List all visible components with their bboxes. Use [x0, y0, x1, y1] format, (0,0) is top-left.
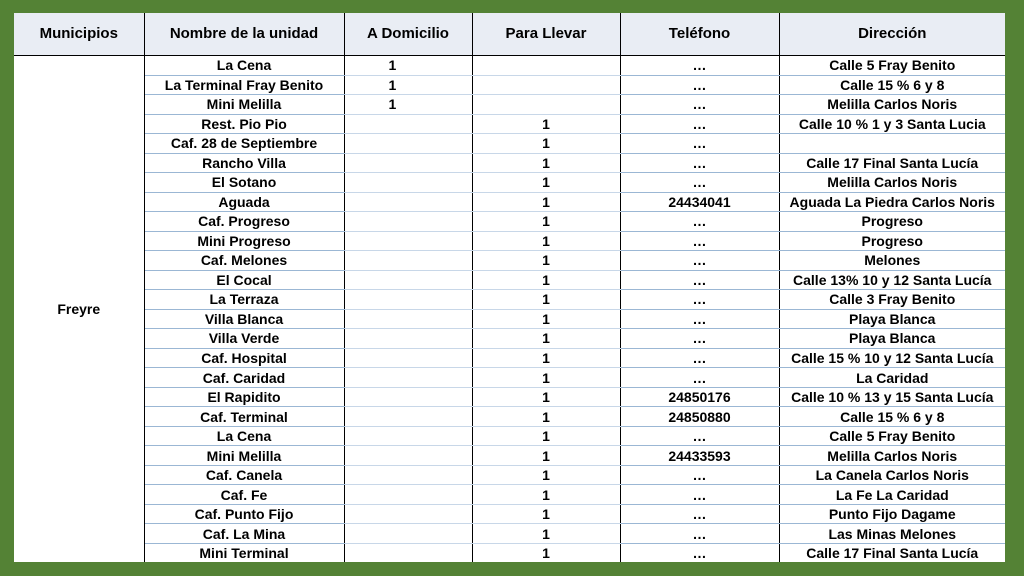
telefono-cell: …	[620, 134, 779, 154]
unit-name-cell: Caf. Canela	[144, 465, 344, 485]
a-domicilio-cell	[344, 348, 472, 368]
para-llevar-cell: 1	[472, 153, 620, 173]
unit-name-cell: El Cocal	[144, 270, 344, 290]
a-domicilio-cell	[344, 465, 472, 485]
para-llevar-cell: 1	[472, 368, 620, 388]
table-row	[14, 309, 1005, 329]
para-llevar-cell: 1	[472, 543, 620, 562]
telefono-cell: …	[620, 231, 779, 251]
table-row	[14, 524, 1005, 544]
para-llevar-cell: 1	[472, 348, 620, 368]
telefono-cell: …	[620, 368, 779, 388]
a-domicilio-cell	[344, 504, 472, 524]
telefono-cell: …	[620, 348, 779, 368]
telefono-cell: …	[620, 153, 779, 173]
telefono-cell: 24850176	[620, 387, 779, 407]
para-llevar-cell: 1	[472, 251, 620, 271]
telefono-cell: …	[620, 329, 779, 349]
unit-name-cell: Aguada	[144, 192, 344, 212]
para-llevar-cell: 1	[472, 446, 620, 466]
table-row	[14, 387, 1005, 407]
a-domicilio-cell: 1	[344, 95, 472, 115]
table-row	[14, 231, 1005, 251]
para-llevar-cell: 1	[472, 114, 620, 134]
direccion-cell: La Fe La Caridad	[779, 485, 1005, 505]
table-row	[14, 270, 1005, 290]
unit-name-cell: Caf. Caridad	[144, 368, 344, 388]
unit-name-cell: La Cena	[144, 426, 344, 446]
table-row	[14, 212, 1005, 232]
telefono-cell: …	[620, 543, 779, 562]
unit-name-cell: Caf. 28 de Septiembre	[144, 134, 344, 154]
unit-name-cell: Caf. La Mina	[144, 524, 344, 544]
unit-name-cell: Caf. Progreso	[144, 212, 344, 232]
table-row	[14, 192, 1005, 212]
table-row	[14, 251, 1005, 271]
table-row	[14, 368, 1005, 388]
unit-name-cell: Caf. Fe	[144, 485, 344, 505]
telefono-cell: …	[620, 56, 779, 76]
telefono-cell: …	[620, 114, 779, 134]
header-telefono: Teléfono	[620, 13, 779, 56]
unit-name-cell: Villa Blanca	[144, 309, 344, 329]
header-direccion: Dirección	[779, 13, 1005, 56]
para-llevar-cell	[472, 56, 620, 76]
para-llevar-cell: 1	[472, 231, 620, 251]
a-domicilio-cell	[344, 368, 472, 388]
a-domicilio-cell	[344, 407, 472, 427]
direccion-cell: Calle 5 Fray Benito	[779, 56, 1005, 76]
direccion-cell: La Caridad	[779, 368, 1005, 388]
direccion-cell: Playa Blanca	[779, 309, 1005, 329]
table-row	[14, 75, 1005, 95]
telefono-cell: …	[620, 524, 779, 544]
unit-name-cell: Caf. Hospital	[144, 348, 344, 368]
direccion-cell: Calle 15 % 6 y 8	[779, 407, 1005, 427]
a-domicilio-cell	[344, 290, 472, 310]
para-llevar-cell: 1	[472, 270, 620, 290]
telefono-cell: 24434041	[620, 192, 779, 212]
table-row	[14, 173, 1005, 193]
table-row	[14, 56, 1005, 76]
a-domicilio-cell	[344, 134, 472, 154]
para-llevar-cell: 1	[472, 485, 620, 505]
telefono-cell: …	[620, 426, 779, 446]
unit-name-cell: La Cena	[144, 56, 344, 76]
direccion-cell	[779, 134, 1005, 154]
direccion-cell: Calle 5 Fray Benito	[779, 426, 1005, 446]
telefono-cell: …	[620, 465, 779, 485]
unit-name-cell: Caf. Punto Fijo	[144, 504, 344, 524]
a-domicilio-cell	[344, 153, 472, 173]
unit-name-cell: La Terraza	[144, 290, 344, 310]
direccion-cell: Melilla Carlos Noris	[779, 446, 1005, 466]
unit-name-cell: Mini Melilla	[144, 446, 344, 466]
direccion-cell: Punto Fijo Dagame	[779, 504, 1005, 524]
table-row	[14, 446, 1005, 466]
direccion-cell: Las Minas Melones	[779, 524, 1005, 544]
direccion-cell: Calle 15 % 6 y 8	[779, 75, 1005, 95]
direccion-cell: Calle 10 % 1 y 3 Santa Lucia	[779, 114, 1005, 134]
header-municipios: Municipios	[14, 13, 144, 56]
unit-name-cell: Rest. Pio Pio	[144, 114, 344, 134]
a-domicilio-cell	[344, 387, 472, 407]
direccion-cell: Calle 10 % 13 y 15 Santa Lucía	[779, 387, 1005, 407]
telefono-cell: …	[620, 251, 779, 271]
telefono-cell: 24433593	[620, 446, 779, 466]
units-table	[14, 13, 1005, 562]
telefono-cell: …	[620, 504, 779, 524]
unit-name-cell: El Sotano	[144, 173, 344, 193]
a-domicilio-cell	[344, 270, 472, 290]
direccion-cell: Melones	[779, 251, 1005, 271]
para-llevar-cell: 1	[472, 524, 620, 544]
a-domicilio-cell	[344, 426, 472, 446]
table-row	[14, 114, 1005, 134]
para-llevar-cell: 1	[472, 173, 620, 193]
a-domicilio-cell	[344, 309, 472, 329]
direccion-cell: Melilla Carlos Noris	[779, 173, 1005, 193]
telefono-cell: …	[620, 75, 779, 95]
direccion-cell: Calle 3 Fray Benito	[779, 290, 1005, 310]
unit-name-cell: Caf. Melones	[144, 251, 344, 271]
unit-name-cell: Mini Melilla	[144, 95, 344, 115]
direccion-cell: Playa Blanca	[779, 329, 1005, 349]
para-llevar-cell: 1	[472, 134, 620, 154]
para-llevar-cell: 1	[472, 407, 620, 427]
unit-name-cell: Villa Verde	[144, 329, 344, 349]
a-domicilio-cell	[344, 485, 472, 505]
para-llevar-cell: 1	[472, 192, 620, 212]
a-domicilio-cell	[344, 212, 472, 232]
table-row	[14, 153, 1005, 173]
telefono-cell: …	[620, 95, 779, 115]
unit-name-cell: Caf. Terminal	[144, 407, 344, 427]
telefono-cell: …	[620, 485, 779, 505]
unit-name-cell: La Terminal Fray Benito	[144, 75, 344, 95]
para-llevar-cell: 1	[472, 309, 620, 329]
telefono-cell: …	[620, 290, 779, 310]
a-domicilio-cell	[344, 231, 472, 251]
para-llevar-cell: 1	[472, 504, 620, 524]
a-domicilio-cell	[344, 173, 472, 193]
para-llevar-cell	[472, 95, 620, 115]
table-row	[14, 504, 1005, 524]
unit-name-cell: Rancho Villa	[144, 153, 344, 173]
a-domicilio-cell	[344, 329, 472, 349]
para-llevar-cell: 1	[472, 329, 620, 349]
direccion-cell: La Canela Carlos Noris	[779, 465, 1005, 485]
para-llevar-cell: 1	[472, 387, 620, 407]
para-llevar-cell: 1	[472, 290, 620, 310]
telefono-cell: …	[620, 309, 779, 329]
table-row	[14, 290, 1005, 310]
table-row	[14, 465, 1005, 485]
direccion-cell: Aguada La Piedra Carlos Noris	[779, 192, 1005, 212]
header-row	[14, 13, 1005, 56]
direccion-cell: Calle 17 Final Santa Lucía	[779, 153, 1005, 173]
table-row	[14, 329, 1005, 349]
para-llevar-cell: 1	[472, 465, 620, 485]
table-row	[14, 543, 1005, 562]
para-llevar-cell: 1	[472, 212, 620, 232]
telefono-cell: 24850880	[620, 407, 779, 427]
slide-frame	[14, 13, 1005, 562]
header-para-llevar: Para Llevar	[472, 13, 620, 56]
unit-name-cell: Mini Terminal	[144, 543, 344, 562]
direccion-cell: Progreso	[779, 231, 1005, 251]
table-row	[14, 95, 1005, 115]
a-domicilio-cell	[344, 543, 472, 562]
direccion-cell: Calle 13% 10 y 12 Santa Lucía	[779, 270, 1005, 290]
para-llevar-cell: 1	[472, 426, 620, 446]
direccion-cell: Calle 17 Final Santa Lucía	[806, 545, 979, 562]
a-domicilio-cell: 1	[344, 56, 472, 76]
header-a-domicilio: A Domicilio	[344, 13, 472, 56]
telefono-cell: …	[620, 212, 779, 232]
a-domicilio-cell	[344, 251, 472, 271]
municipio-cell: Freyre	[14, 56, 144, 563]
a-domicilio-cell	[344, 114, 472, 134]
direccion-cell: Melilla Carlos Noris	[779, 95, 1005, 115]
table-row	[14, 407, 1005, 427]
table-row	[14, 485, 1005, 505]
telefono-cell: …	[620, 173, 779, 193]
direccion-cell: Progreso	[779, 212, 1005, 232]
para-llevar-cell	[472, 75, 620, 95]
table-row	[14, 348, 1005, 368]
a-domicilio-cell	[344, 524, 472, 544]
a-domicilio-cell	[344, 446, 472, 466]
unit-name-cell: El Rapidito	[144, 387, 344, 407]
telefono-cell: …	[620, 270, 779, 290]
a-domicilio-cell: 1	[344, 75, 472, 95]
table-row	[14, 426, 1005, 446]
direccion-cell: Calle 15 % 10 y 12 Santa Lucía	[779, 348, 1005, 368]
header-nombre-unidad: Nombre de la unidad	[144, 13, 344, 56]
a-domicilio-cell	[344, 192, 472, 212]
table-row	[14, 134, 1005, 154]
unit-name-cell: Mini Progreso	[144, 231, 344, 251]
